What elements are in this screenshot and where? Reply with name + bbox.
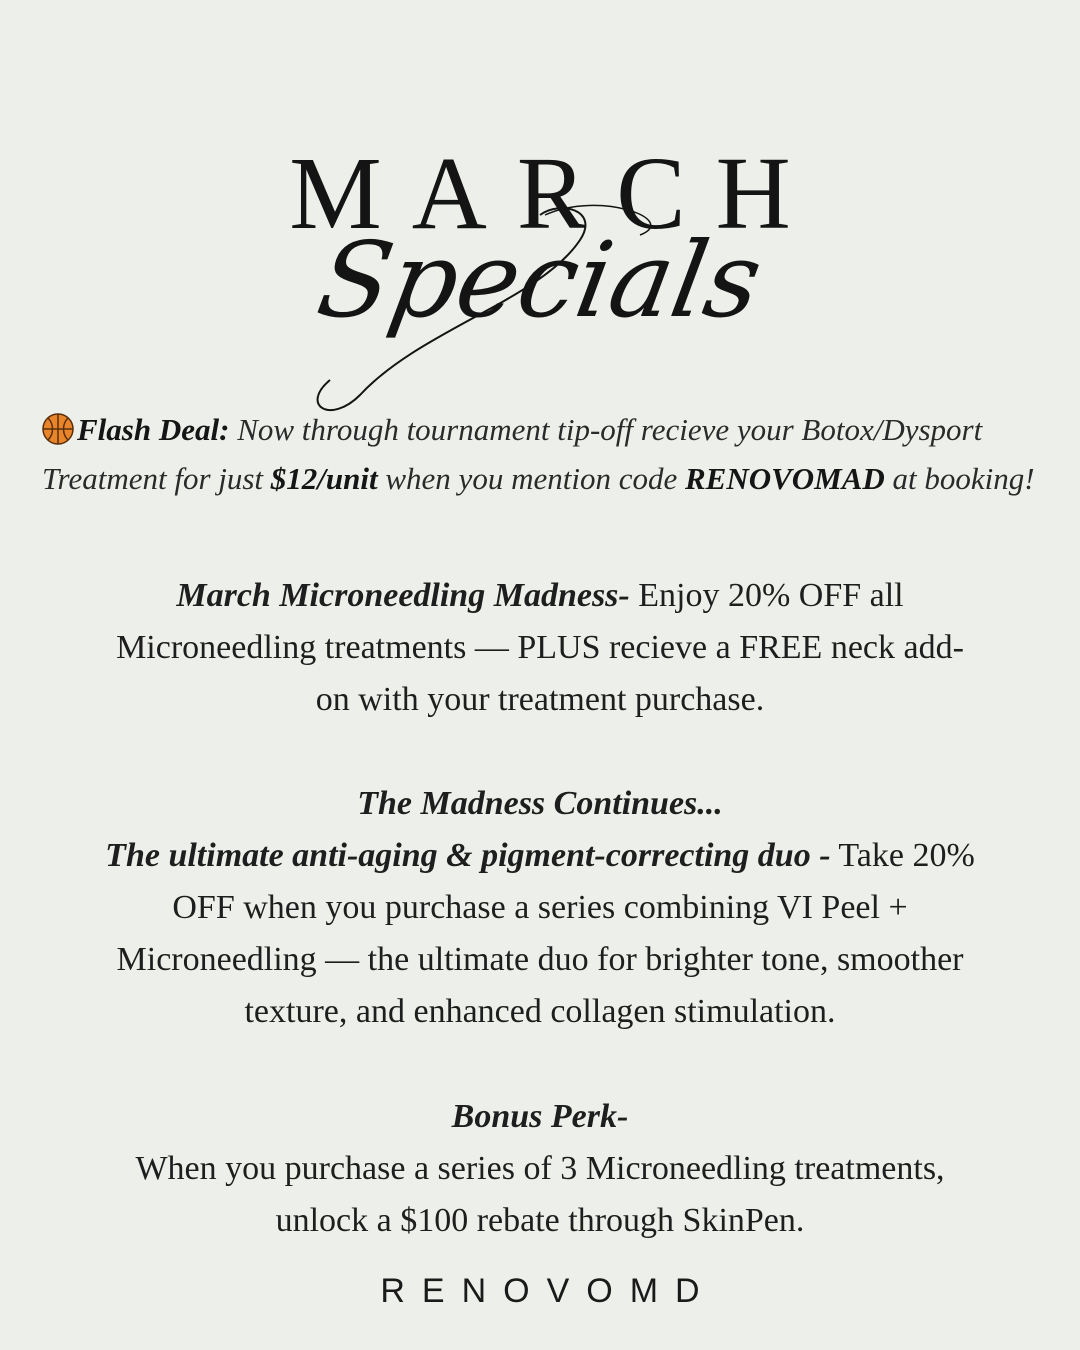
bonus-body: When you purchase a series of 3 Microneedling treatments, unlock a $100 rebate through SkinPen.	[135, 1150, 945, 1239]
madness-subheading: The ultimate anti-aging & pigment-correcting duo -	[105, 837, 831, 874]
flash-deal-text-2: when you mention code	[377, 461, 685, 496]
flash-deal-text-1: Now through tournament tip-off recieve your Botox/Dysport Treatment for just	[42, 412, 983, 496]
title-march: MARCH	[289, 136, 821, 251]
bonus-heading: Bonus Perk-	[451, 1098, 629, 1135]
microneedling-offer	[100, 570, 980, 726]
bonus-offer	[100, 1091, 980, 1247]
basketball-icon	[42, 413, 74, 445]
madness-heading: The Madness Continues...	[357, 785, 723, 822]
flash-deal-code: RENOVOMAD	[684, 461, 885, 496]
microneedling-heading: March Microneedling Madness-	[176, 577, 630, 614]
flash-deal-label: Flash Deal:	[77, 412, 230, 447]
microneedling-body: Enjoy 20% OFF all Microneedling treatments — PLUS recieve a FREE neck add-on with your treatment purchase.	[116, 577, 964, 718]
flash-deal-text-3: at booking!	[884, 461, 1035, 496]
title-specials: Specials	[309, 219, 771, 341]
brand-name: RENOVOMD	[380, 1272, 717, 1310]
madness-offer	[100, 778, 980, 1038]
flash-deal-price: $12/unit	[270, 461, 378, 496]
flash-deal	[42, 405, 1062, 503]
madness-text	[100, 830, 980, 1038]
madness-body: Take 20% OFF when you purchase a series combining VI Peel + Microneedling — the ultimate duo for brighter tone, smoother texture, and enhanced collagen stimulation.	[116, 837, 975, 1030]
